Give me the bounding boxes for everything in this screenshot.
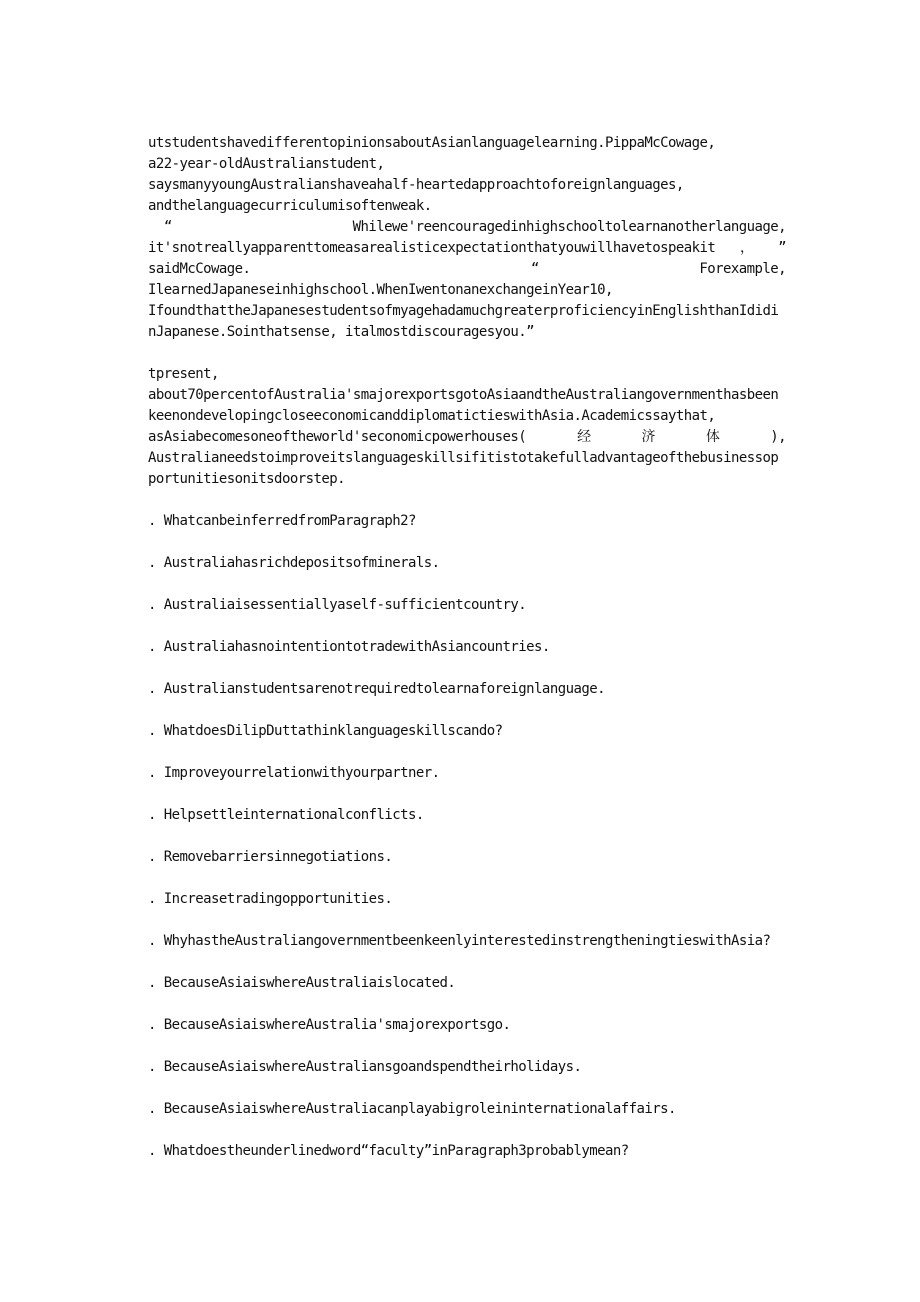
text-line: portunitiesonitsdoorstep. [148, 471, 345, 487]
question-prompt: . WhatcanbeinferredfromParagraph2? [148, 513, 416, 529]
answer-option: . Australiaisessentiallyaself-sufficientcountry. [148, 597, 527, 613]
answer-option: . Removebarriersinnegotiations. [148, 849, 393, 865]
answer-option: . BecauseAsiaiswhereAustraliaislocated. [148, 975, 456, 991]
text-line: IfoundthattheJapanesestudentsofmyagehadamuchgreaterproficiencyinEnglishthanIdidi [148, 303, 779, 319]
text-line: saysmanyyoungAustralianshaveahalf-heartedapproachtoforeignlanguages, [148, 177, 684, 193]
text-segment: 体 [705, 429, 720, 445]
comma-mark: ， [739, 240, 754, 256]
open-quote: “ [530, 261, 539, 277]
quote-line [148, 217, 786, 238]
text-line: utstudentshavedifferentopinionsaboutAsianlanguagelearning.PippaMcCowage, [148, 135, 716, 151]
text-line: Australianeedstoimproveitslanguageskillsifitistotakefulladvantageofthebusinessop [148, 450, 779, 466]
quote-text: it'snotreallyapparenttomeasarealisticexpectationthatyouwillhavetospeakit [148, 240, 716, 256]
answer-option: . AustraliahasnointentiontotradewithAsiancountries. [148, 639, 550, 655]
quote-text: Forexample, [699, 261, 786, 277]
answer-option: . Increasetradingopportunities. [148, 891, 393, 907]
text-line: about70percentofAustralia'smajorexportsgotoAsiaandtheAustraliangovernmenthasbeen [148, 387, 779, 403]
open-quote: “ [164, 219, 172, 235]
answer-option: . Australianstudentsarenotrequiredtolearnaforeignlanguage. [148, 681, 605, 697]
answer-option: . BecauseAsiaiswhereAustraliansgoandspendtheirholidays. [148, 1059, 582, 1075]
text-segment: ), [770, 429, 786, 445]
paragraph-student-opinions [148, 133, 788, 343]
text-line: andthelanguagecurriculumisoftenweak. [148, 198, 432, 214]
text-segment: 济 [641, 429, 655, 445]
text-line: a22-year-oldAustralianstudent, [148, 156, 385, 172]
text-segment: 经 [577, 429, 591, 445]
text-line: nJapanese.Sointhatsense, italmostdiscouragesyou.” [148, 324, 535, 340]
answer-option: . Helpsettleinternationalconflicts. [148, 807, 424, 823]
text-line: tpresent, [148, 366, 219, 382]
quote-line [148, 259, 786, 280]
text-segment: asAsiabecomesoneoftheworld'seconomicpowerhouses( [148, 429, 527, 445]
paragraph-economic-ties [148, 364, 788, 490]
answer-option: . BecauseAsiaiswhereAustralia'smajorexportsgo. [148, 1017, 511, 1033]
quote-text: Whilewe'reencouragedinhighschooltolearnanotherlanguage, [352, 219, 786, 235]
questions-list [148, 511, 788, 1183]
text-line: keenondevelopingcloseeconomicanddiplomatictieswithAsia.Academicssaythat, [148, 408, 716, 424]
question-prompt: . Whatdoestheunderlinedword“faculty”inParagraph3probablymean? [148, 1143, 629, 1159]
text-line-justified [148, 427, 786, 448]
text-line: IlearnedJapaneseinhighschool.WhenIwentonanexchangeinYear10, [148, 282, 613, 298]
close-quote: ” [778, 240, 786, 256]
question-prompt: . WhatdoesDilipDuttathinklanguageskillscando? [148, 723, 503, 739]
document-page [148, 133, 788, 1183]
answer-option: . BecauseAsiaiswhereAustraliacanplayabigroleininternationalaffairs. [148, 1101, 676, 1117]
answer-option: . Australiahasrichdepositsofminerals. [148, 555, 440, 571]
question-prompt: . WhyhastheAustraliangovernmentbeenkeenlyinterestedinstrengtheningtieswithAsia? [148, 933, 771, 949]
quote-line [148, 238, 786, 259]
speaker-text: saidMcCowage. [148, 261, 251, 277]
answer-option: . Improveyourrelationwithyourpartner. [148, 765, 440, 781]
